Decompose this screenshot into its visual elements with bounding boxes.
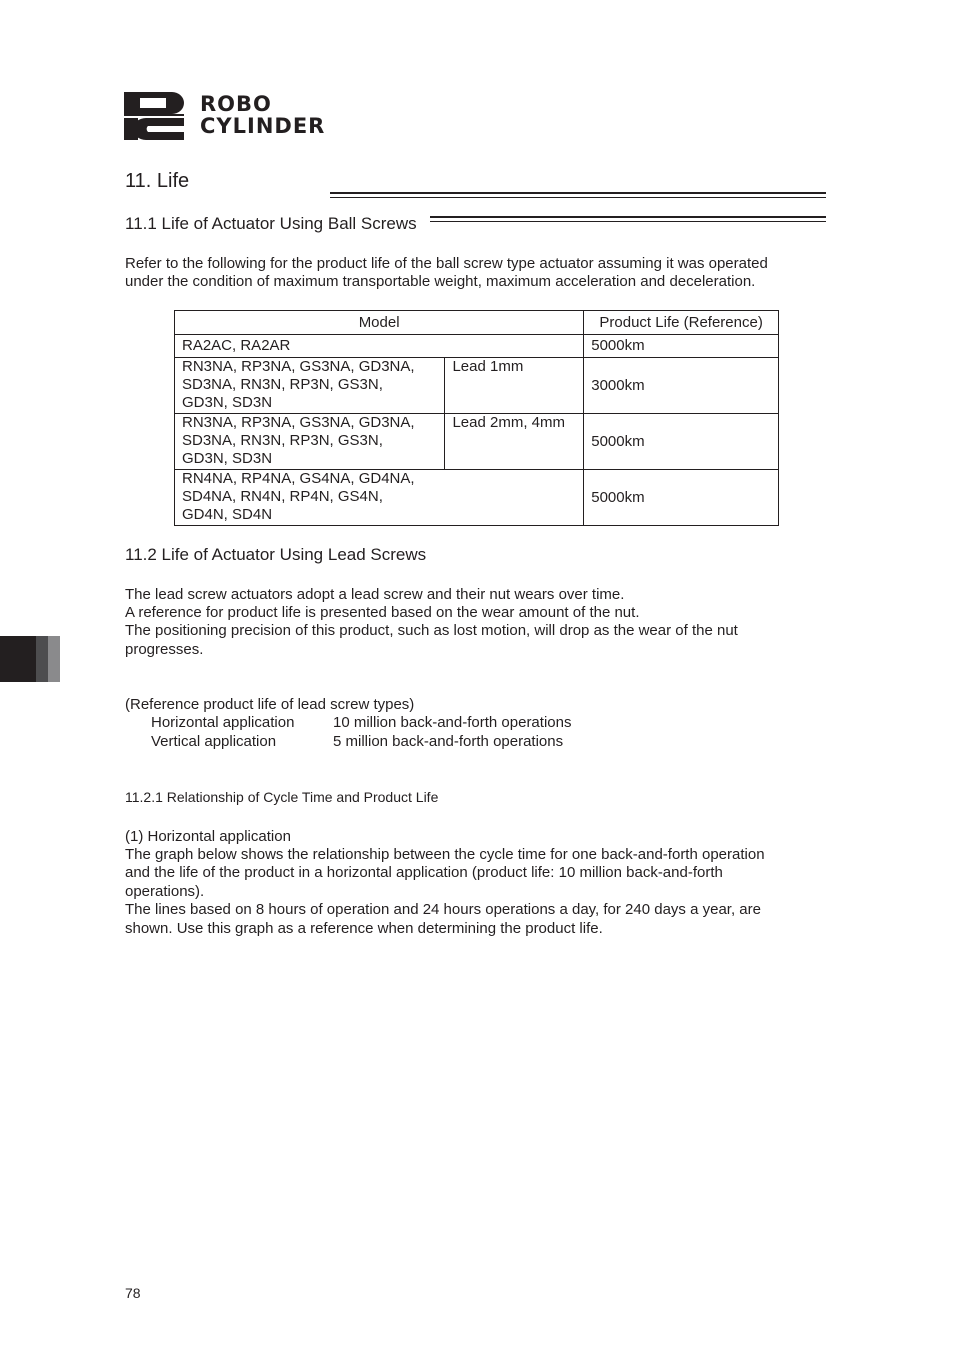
paragraph-line: A reference for product life is presented based on the wear amount of the nut. bbox=[125, 604, 640, 621]
model-line: SD4NA, RN4N, RP4N, GS4N, bbox=[182, 488, 383, 505]
section-title: 11. Life bbox=[125, 170, 190, 192]
tab-block-mid bbox=[36, 636, 48, 682]
model-line: SD3NA, RN3N, RP3N, GS3N, bbox=[182, 376, 383, 393]
subsection-title-lead-screws: 11.2 Life of Actuator Using Lead Screws bbox=[125, 545, 427, 564]
logo-word-cylinder: CYLINDER bbox=[200, 114, 326, 138]
header-rule bbox=[430, 221, 826, 222]
model-line: GD3N, SD3N bbox=[182, 394, 273, 411]
header-product-life: Product Life (Reference) bbox=[584, 311, 779, 335]
rc-logo-mark-icon bbox=[124, 92, 188, 140]
model-line: RN4NA, RP4NA, GS4NA, GD4NA, bbox=[182, 470, 415, 487]
subheading-horizontal: (1) Horizontal application bbox=[125, 828, 291, 845]
model-line: GD4N, SD4N bbox=[182, 506, 273, 523]
cell-model bbox=[175, 414, 445, 470]
header-rule bbox=[330, 192, 826, 194]
header-rule bbox=[330, 197, 826, 198]
paragraph-line: shown. Use this graph as a reference when determining the product life. bbox=[125, 920, 603, 937]
product-life-table bbox=[174, 310, 779, 526]
intro-line: Refer to the following for the product life of the ball screw type actuator assuming it was operated bbox=[125, 255, 768, 272]
header-model: Model bbox=[175, 311, 584, 335]
cell-lead: Lead 1mm bbox=[445, 358, 584, 414]
paragraph-line: The graph below shows the relationship between the cycle time for one back-and-forth operation bbox=[125, 846, 765, 863]
table-header-row bbox=[175, 311, 779, 335]
logo-word-robo: ROBO bbox=[200, 92, 272, 116]
table-row bbox=[175, 358, 779, 414]
paragraph-line: and the life of the product in a horizontal application (product life: 10 million back-and-forth bbox=[125, 864, 723, 881]
subsubsection-title: 11.2.1 Relationship of Cycle Time and Product Life bbox=[125, 789, 439, 805]
reference-label-vertical: Vertical application bbox=[151, 733, 277, 750]
header-rule bbox=[430, 216, 826, 218]
table-row bbox=[175, 470, 779, 526]
cell-lead: Lead 2mm, 4mm bbox=[445, 414, 584, 470]
paragraph-line: The lines based on 8 hours of operation and 24 hours operations a day, for 240 days a year, are bbox=[125, 901, 761, 918]
table-row bbox=[175, 414, 779, 470]
cell-life: 3000km bbox=[584, 358, 779, 414]
page-number: 78 bbox=[125, 1285, 141, 1301]
reference-value-vertical: 5 million back-and-forth operations bbox=[333, 733, 564, 750]
paragraph-line: progresses. bbox=[125, 641, 204, 658]
cell-model bbox=[175, 358, 445, 414]
model-line: SD3NA, RN3N, RP3N, GS3N, bbox=[182, 432, 383, 449]
reference-value-horizontal: 10 million back-and-forth operations bbox=[333, 714, 572, 731]
reference-title: (Reference product life of lead screw types) bbox=[125, 696, 415, 713]
paragraph-line: operations). bbox=[125, 883, 205, 900]
model-line: RN3NA, RP3NA, GS3NA, GD3NA, bbox=[182, 414, 415, 431]
paragraph-line: The lead screw actuators adopt a lead screw and their nut wears over time. bbox=[125, 586, 625, 603]
cell-life: 5000km bbox=[584, 335, 779, 358]
model-line: RN3NA, RP3NA, GS3NA, GD3NA, bbox=[182, 358, 415, 375]
cell-model bbox=[175, 470, 584, 526]
paragraph-line: The positioning precision of this product, such as lost motion, will drop as the wear of the nut bbox=[125, 622, 738, 639]
cell-model: RA2AC, RA2AR bbox=[175, 335, 584, 358]
cell-life: 5000km bbox=[584, 414, 779, 470]
intro-line: under the condition of maximum transportable weight, maximum acceleration and deceleration. bbox=[125, 273, 756, 290]
tab-block-dark bbox=[0, 636, 36, 682]
subsection-title-ball-screws: 11.1 Life of Actuator Using Ball Screws bbox=[125, 214, 417, 233]
reference-label-horizontal: Horizontal application bbox=[151, 714, 295, 731]
cell-life: 5000km bbox=[584, 470, 779, 526]
table-row bbox=[175, 335, 779, 358]
tab-block-light bbox=[48, 636, 60, 682]
model-line: GD3N, SD3N bbox=[182, 450, 273, 467]
chapter-tab-marker bbox=[0, 636, 60, 682]
robo-cylinder-logo bbox=[124, 92, 826, 140]
